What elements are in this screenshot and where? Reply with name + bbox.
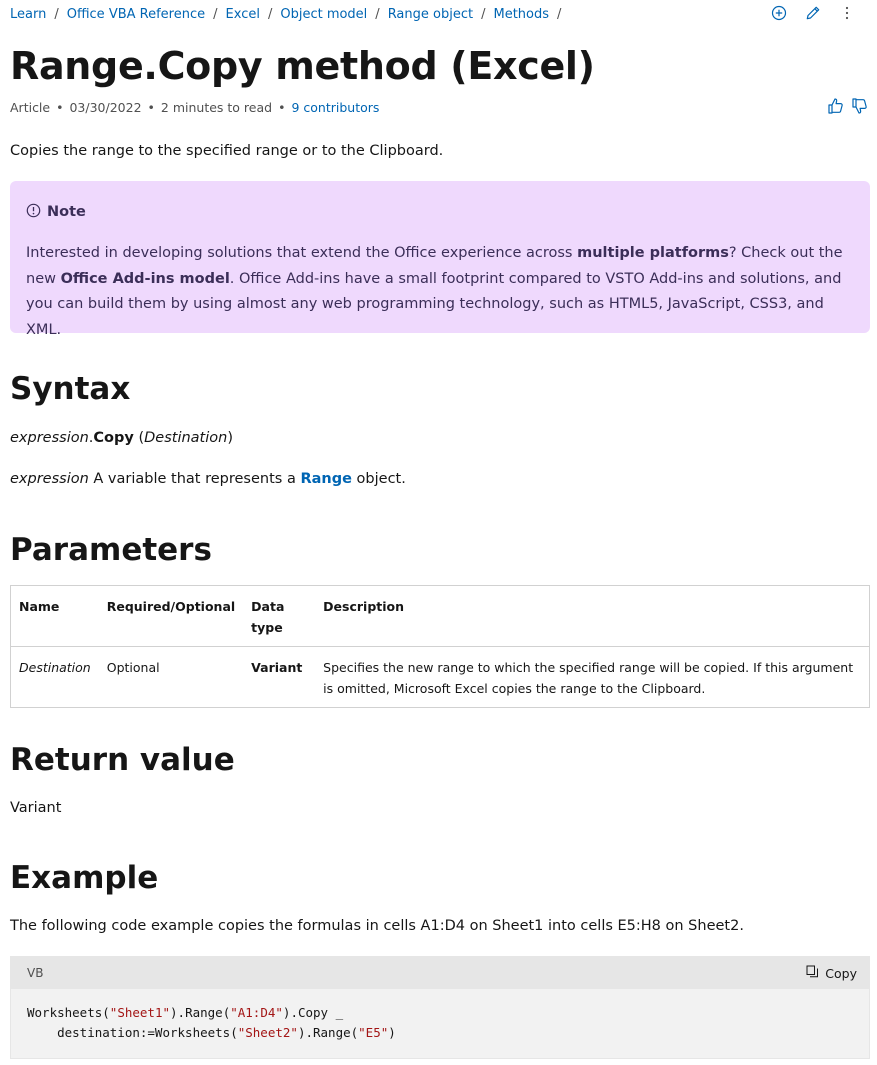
breadcrumb-range-object[interactable]: Range object (387, 6, 474, 22)
header-description: Description (315, 586, 869, 647)
desc-expr: expression (10, 471, 89, 487)
param-type: Variant (251, 660, 303, 675)
more-options-icon[interactable] (839, 5, 855, 21)
code-token: ).Range( (297, 1025, 359, 1040)
thumbs-down-icon[interactable] (851, 97, 869, 119)
code-string: "Sheet2" (237, 1025, 298, 1040)
note-callout (10, 181, 870, 338)
breadcrumb-separator: / (54, 6, 59, 22)
intro-text: Copies the range to the specified range or to the Clipboard. (10, 143, 444, 159)
code-string: "E5" (358, 1025, 389, 1040)
note-text-2: ? Check out the new (26, 245, 843, 287)
copy-label: Copy (825, 965, 857, 981)
header-name: Name (11, 586, 99, 647)
note-multiple-platforms: multiple platforms (577, 245, 729, 261)
syntax-dot: . (88, 430, 94, 446)
note-text-3: . Office Add-ins have a small footprint compared to VSTO Add-ins and solutions, and you can build them by using almost any web programming technology, such as HTML5, JavaScript, CSS3, and XML. (26, 270, 842, 338)
desc-text: A variable that represents a (88, 471, 301, 487)
add-collection-icon[interactable] (771, 5, 787, 21)
article-type: Article (10, 99, 51, 115)
thumbs-up-icon[interactable] (827, 97, 845, 119)
syntax-method: Copy (93, 430, 134, 446)
example-text: The following code example copies the formulas in cells A1:D4 on Sheet1 into cells E5:H8 on Sheet2. (10, 918, 744, 934)
top-actions (771, 5, 855, 21)
syntax-heading: Syntax (10, 371, 131, 407)
syntax-close: ) (227, 430, 234, 446)
edit-icon[interactable] (805, 5, 821, 21)
param-required: Optional (106, 660, 160, 675)
code-content (11, 989, 869, 1057)
code-token: destination:=Worksheets( (27, 1025, 238, 1040)
parameters-table (10, 585, 870, 708)
syntax-expression (10, 430, 233, 446)
info-icon (26, 203, 41, 222)
breadcrumb-methods[interactable]: Methods (493, 6, 550, 22)
breadcrumb-bar (10, 5, 867, 23)
syntax-open: ( (133, 430, 145, 446)
code-string: "Sheet1" (109, 1005, 171, 1020)
breadcrumb-separator: / (267, 6, 273, 22)
range-link[interactable]: Range (300, 471, 352, 487)
note-office-addins-model: Office Add-ins model (60, 270, 230, 287)
copy-button[interactable] (806, 965, 857, 981)
syntax-param: Destination (144, 430, 228, 446)
desc-end: object. (351, 471, 406, 487)
table-row (11, 647, 870, 708)
breadcrumb-separator: / (213, 6, 218, 22)
breadcrumb-learn[interactable]: Learn (10, 6, 47, 22)
breadcrumb-separator: / (557, 6, 562, 22)
article-date: 03/30/2022 (69, 99, 142, 115)
read-time: 2 minutes to read (160, 99, 273, 115)
table-header-row (11, 586, 870, 647)
code-token: Worksheets( (27, 1005, 110, 1020)
note-header (26, 201, 854, 223)
meta-separator: • (56, 99, 64, 115)
code-token: ).Copy _ (282, 1005, 344, 1020)
param-description: Specifies the new range to which the specified range will be copied. If this argument is omitted, Microsoft Excel copies the range to the Clipboard. (323, 660, 854, 696)
note-title: Note (47, 204, 86, 220)
code-string: "A1:D4" (230, 1005, 283, 1020)
copy-icon (806, 965, 819, 981)
breadcrumb-separator: / (375, 6, 380, 22)
code-token: ).Range( (170, 1005, 231, 1020)
breadcrumb (10, 5, 867, 23)
syntax-description (10, 471, 406, 487)
code-header (11, 957, 869, 989)
article-meta (10, 99, 379, 115)
feedback-buttons (827, 97, 869, 119)
parameters-heading: Parameters (10, 532, 212, 568)
breadcrumb-separator: / (481, 6, 486, 22)
return-value-heading: Return value (10, 742, 235, 778)
code-token: ) (388, 1025, 396, 1040)
page-title: Range.Copy method (Excel) (10, 44, 595, 88)
note-text-1: Interested in developing solutions that extend the Office experience across (26, 245, 578, 261)
contributors-link[interactable]: 9 contributors (291, 99, 380, 115)
meta-separator: • (278, 99, 286, 115)
breadcrumb-office-vba-reference[interactable]: Office VBA Reference (66, 6, 206, 22)
breadcrumb-excel[interactable]: Excel (225, 6, 260, 22)
breadcrumb-object-model[interactable]: Object model (280, 6, 368, 22)
note-body (26, 241, 854, 343)
param-name: Destination (19, 660, 91, 675)
example-heading: Example (10, 860, 159, 896)
syntax-expr: expression (10, 430, 89, 446)
code-language: VB (27, 966, 44, 980)
header-type: Data type (243, 586, 315, 647)
code-block (10, 956, 870, 1059)
header-required: Required/Optional (99, 586, 243, 647)
meta-separator: • (147, 99, 155, 115)
return-value-text: Variant (10, 800, 62, 816)
